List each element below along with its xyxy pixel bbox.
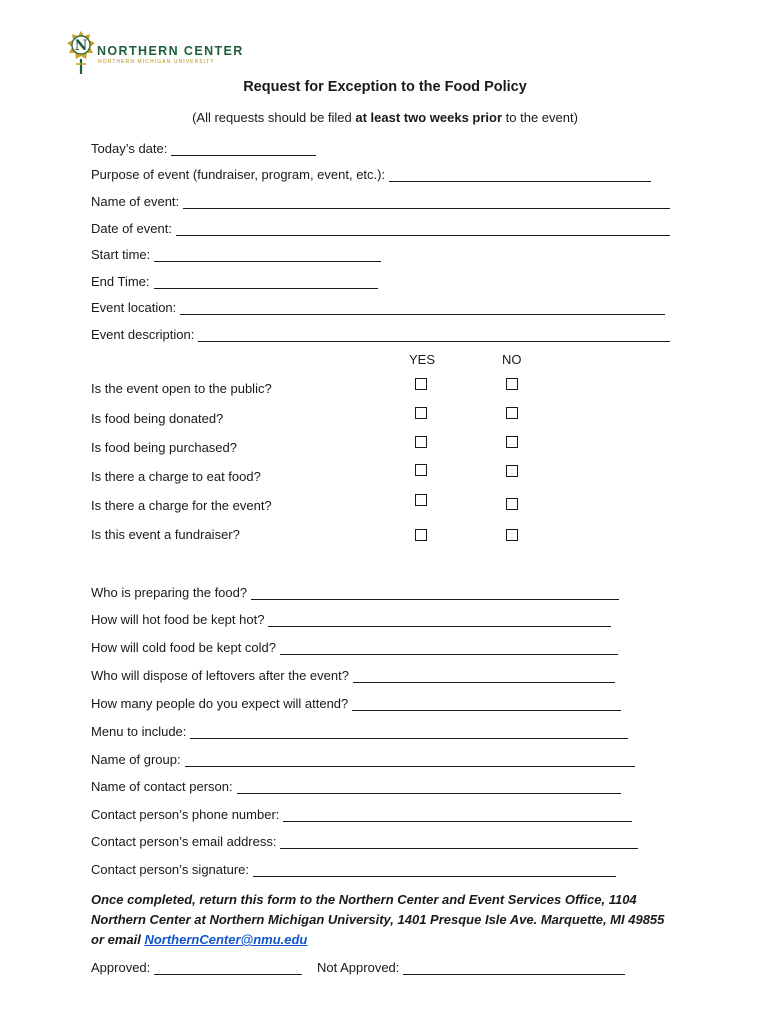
contact-email-blank[interactable] <box>280 835 638 849</box>
field-event-name <box>91 193 670 209</box>
field-contact-email <box>91 833 638 849</box>
question-charge-for-event: Is there a charge for the event? <box>91 498 272 513</box>
contact-signature-blank[interactable] <box>253 863 616 877</box>
field-label: Who is preparing the food? <box>91 585 248 600</box>
todays-date-blank[interactable] <box>171 142 316 156</box>
field-label: Contact person’s signature: <box>91 862 250 877</box>
field-event-location <box>91 299 665 315</box>
field-label: Event description: <box>91 327 195 342</box>
field-contact-name <box>91 778 621 794</box>
field-label: Start time: <box>91 247 151 262</box>
field-label: Date of event: <box>91 221 172 236</box>
northern-center-logo <box>66 30 244 76</box>
page-title: Request for Exception to the Food Policy <box>243 79 527 95</box>
field-label: Name of contact person: <box>91 779 233 794</box>
contact-name-blank[interactable] <box>237 780 621 794</box>
question-charge-to-eat: Is there a charge to eat food? <box>91 469 261 484</box>
field-label: Purpose of event (fundraiser, program, event, etc.): <box>91 167 386 182</box>
field-contact-phone <box>91 806 632 822</box>
fundraiser-no-checkbox[interactable] <box>506 529 518 541</box>
approved-label: Approved: <box>91 960 151 975</box>
approved-blank[interactable] <box>154 961 302 975</box>
field-todays-date <box>91 140 316 156</box>
field-event-date <box>91 220 670 236</box>
start-time-blank[interactable] <box>154 248 381 262</box>
open-to-public-yes-checkbox[interactable] <box>415 378 427 390</box>
food-preparer-blank[interactable] <box>251 586 619 600</box>
field-label: Today’s date: <box>91 141 168 156</box>
field-label: How will hot food be kept hot? <box>91 612 265 627</box>
field-label: Name of group: <box>91 752 181 767</box>
subtitle-post: to the event) <box>502 110 578 125</box>
event-name-blank[interactable] <box>183 195 670 209</box>
field-label: Who will dispose of leftovers after the event? <box>91 668 349 683</box>
menu-blank[interactable] <box>190 725 628 739</box>
yes-column-header: YES <box>409 352 436 367</box>
leftovers-blank[interactable] <box>353 669 615 683</box>
not-approved-label: Not Approved: <box>317 960 400 975</box>
return-instructions-text: Once completed, return this form to the Northern Center and Event Services Office, 1104 Northern Center at Northern Michigan University, 1401 Presque Isle Ave. Marquette, MI 49855 or email <box>91 892 665 947</box>
food-donated-no-checkbox[interactable] <box>506 407 518 419</box>
event-date-blank[interactable] <box>176 222 670 236</box>
field-label: Name of event: <box>91 194 180 209</box>
question-open-to-public: Is the event open to the public? <box>91 381 272 396</box>
fundraiser-yes-checkbox[interactable] <box>415 529 427 541</box>
field-not-approved <box>317 959 625 975</box>
event-description-blank[interactable] <box>198 328 670 342</box>
field-leftovers <box>91 667 615 683</box>
food-purchased-yes-checkbox[interactable] <box>415 436 427 448</box>
question-food-donated: Is food being donated? <box>91 411 224 426</box>
subtitle-bold: at least two weeks prior <box>355 110 503 125</box>
field-cold-food <box>91 639 618 655</box>
field-label: Event location: <box>91 300 177 315</box>
logo-subline: NORTHERN MICHIGAN UNIVERSITY <box>98 59 215 65</box>
subtitle-pre: (All requests should be filed <box>192 110 356 125</box>
no-column-header: NO <box>502 352 522 367</box>
charge-for-event-yes-checkbox[interactable] <box>415 494 427 506</box>
field-group-name <box>91 751 635 767</box>
field-label: Contact person’s phone number: <box>91 807 280 822</box>
field-approved <box>91 959 302 975</box>
field-event-description <box>91 326 670 342</box>
field-hot-food <box>91 611 611 627</box>
charge-to-eat-yes-checkbox[interactable] <box>415 464 427 476</box>
question-fundraiser: Is this event a fundraiser? <box>91 527 240 542</box>
group-name-blank[interactable] <box>185 753 635 767</box>
cold-food-blank[interactable] <box>280 641 618 655</box>
field-label: How many people do you expect will attend? <box>91 696 349 711</box>
field-label: How will cold food be kept cold? <box>91 640 276 655</box>
charge-for-event-no-checkbox[interactable] <box>506 498 518 510</box>
logo-wordmark: NORTHERN CENTER <box>97 44 244 58</box>
field-attendance <box>91 695 621 711</box>
charge-to-eat-no-checkbox[interactable] <box>506 465 518 477</box>
svg-text:N: N <box>74 38 88 54</box>
nmu-emblem-icon <box>66 30 96 76</box>
field-label: End Time: <box>91 274 150 289</box>
purpose-blank[interactable] <box>389 168 651 182</box>
field-purpose <box>91 166 651 182</box>
field-end-time <box>91 273 378 289</box>
page-subtitle <box>0 110 770 125</box>
question-food-purchased: Is food being purchased? <box>91 440 237 455</box>
field-food-preparer <box>91 584 619 600</box>
field-contact-signature <box>91 861 616 877</box>
open-to-public-no-checkbox[interactable] <box>506 378 518 390</box>
end-time-blank[interactable] <box>154 275 378 289</box>
event-location-blank[interactable] <box>180 301 665 315</box>
hot-food-blank[interactable] <box>268 613 611 627</box>
attendance-blank[interactable] <box>352 697 621 711</box>
email-link[interactable]: NorthernCenter@nmu.edu <box>144 932 308 947</box>
food-purchased-no-checkbox[interactable] <box>506 436 518 448</box>
field-menu <box>91 723 628 739</box>
field-start-time <box>91 246 381 262</box>
return-instructions <box>91 890 666 950</box>
contact-phone-blank[interactable] <box>283 808 632 822</box>
field-label: Menu to include: <box>91 724 187 739</box>
not-approved-blank[interactable] <box>403 961 625 975</box>
food-donated-yes-checkbox[interactable] <box>415 407 427 419</box>
field-label: Contact person’s email address: <box>91 834 277 849</box>
